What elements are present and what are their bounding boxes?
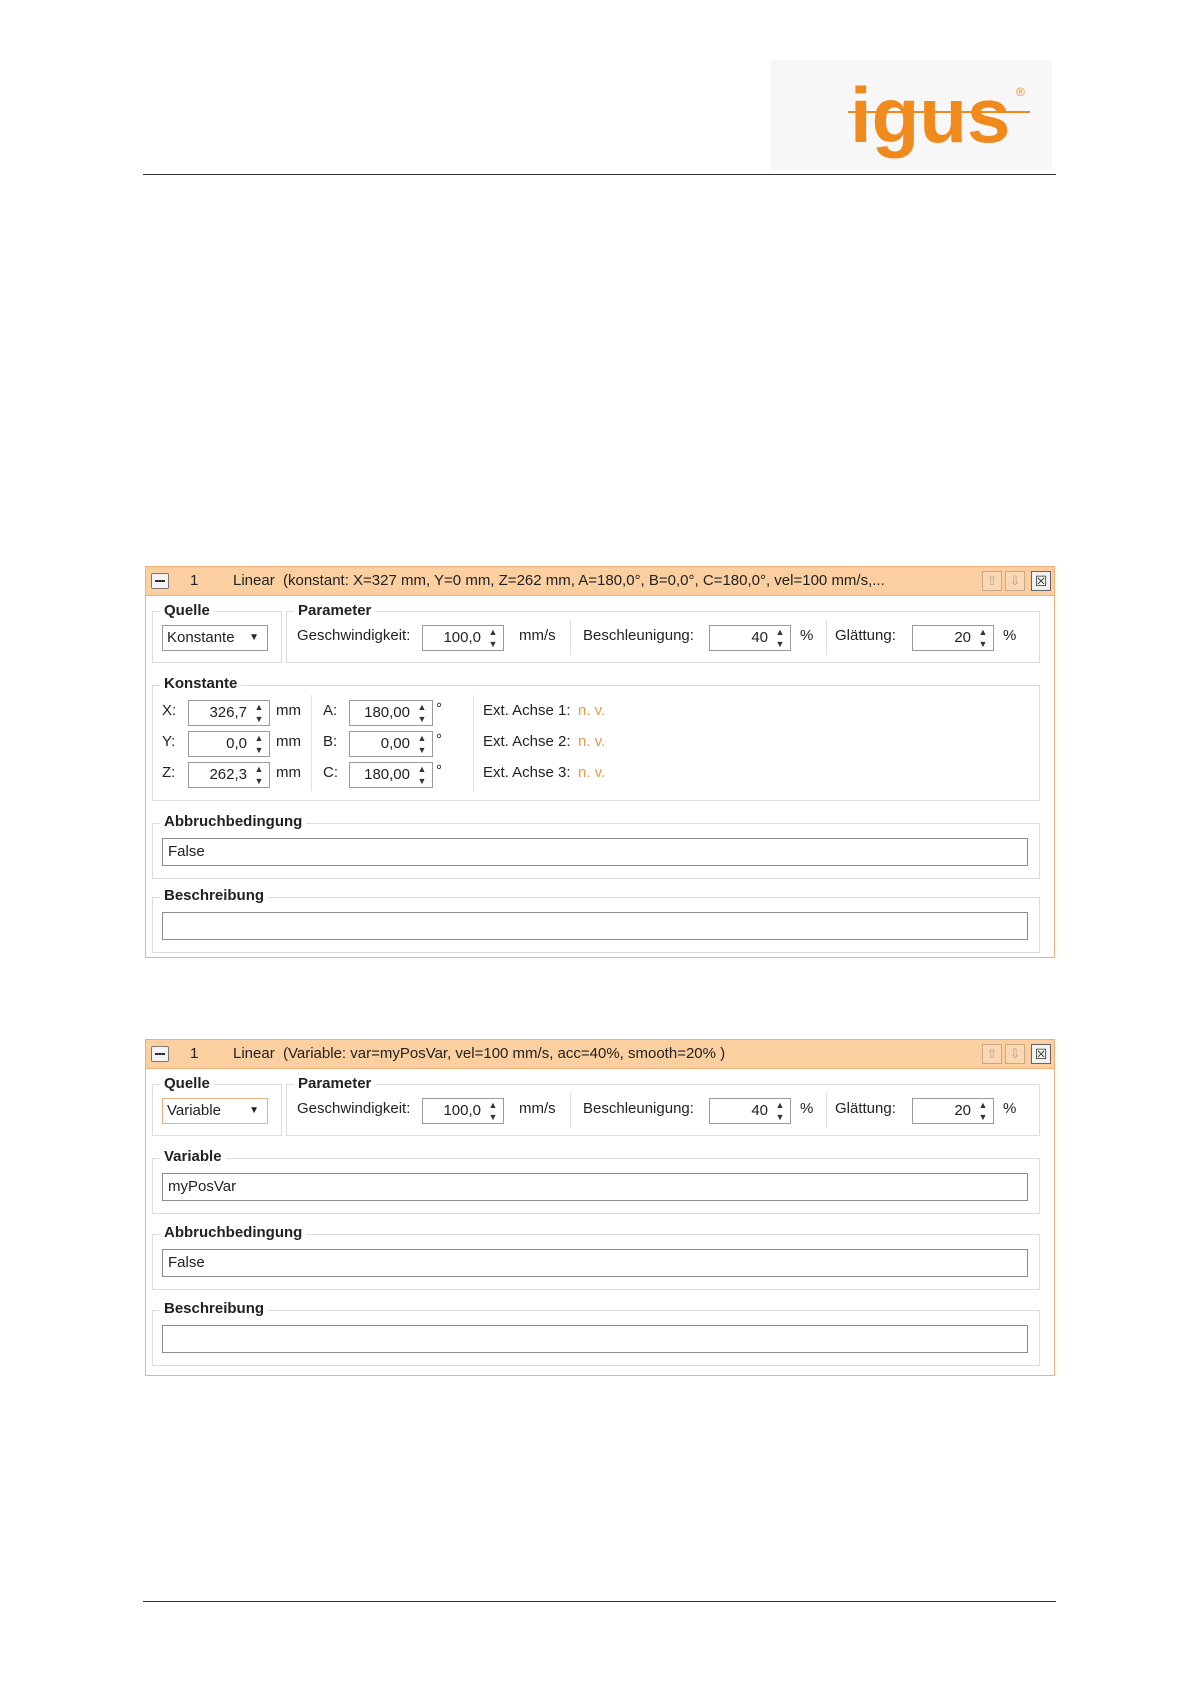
b-label: B:: [323, 733, 338, 750]
c-stepper[interactable]: 180,00 ▲ ▼: [349, 762, 433, 788]
description-label: Beschreibung: [160, 887, 268, 905]
svg-text:igus: igus: [850, 71, 1011, 159]
speed-label: Geschwindigkeit:: [297, 627, 411, 644]
spin-arrows-icon[interactable]: ▲ ▼: [254, 764, 264, 786]
x-unit: mm: [276, 702, 301, 719]
abort-condition-input[interactable]: False: [162, 1249, 1028, 1277]
igus-logo-mark: [770, 60, 1052, 170]
accel-label: Beschleunigung:: [583, 627, 694, 644]
accel-unit: %: [800, 1100, 814, 1117]
ext-axis-1-label: Ext. Achse 1:: [483, 702, 571, 719]
description-label: Beschreibung: [160, 1300, 268, 1318]
accel-stepper[interactable]: 40 ▲ ▼: [709, 625, 791, 651]
chevron-down-icon: ▼: [249, 1105, 259, 1116]
variable-input[interactable]: myPosVar: [162, 1173, 1028, 1201]
accel-unit: %: [800, 627, 814, 644]
spin-arrows-icon[interactable]: ▲ ▼: [775, 627, 785, 649]
accel-stepper[interactable]: 40 ▲ ▼: [709, 1098, 791, 1124]
source-label: Quelle: [160, 602, 214, 620]
spin-arrows-icon[interactable]: ▲ ▼: [488, 627, 498, 649]
y-unit: mm: [276, 733, 301, 750]
panel-header: [146, 567, 1054, 596]
source-label: Quelle: [160, 1075, 214, 1093]
spin-arrows-icon[interactable]: ▲ ▼: [417, 702, 427, 724]
spin-arrows-icon[interactable]: ▲ ▼: [254, 733, 264, 755]
abort-condition-input[interactable]: False: [162, 838, 1028, 866]
smooth-label: Glättung:: [835, 627, 896, 644]
z-label: Z:: [162, 764, 176, 781]
spin-arrows-icon[interactable]: ▲ ▼: [417, 733, 427, 755]
linear-panel-variable: [145, 1039, 1055, 1376]
speed-stepper[interactable]: 100,0 ▲ ▼: [422, 625, 504, 651]
description-input[interactable]: [162, 1325, 1028, 1353]
divider: [570, 619, 571, 655]
spin-arrows-icon[interactable]: ▲ ▼: [978, 1100, 988, 1122]
y-label: Y:: [162, 733, 176, 750]
description-input[interactable]: [162, 912, 1028, 940]
source-select[interactable]: Variable ▼: [162, 1098, 268, 1124]
delete-icon[interactable]: ☒: [1031, 1044, 1051, 1064]
a-unit: °: [436, 700, 442, 717]
speed-stepper[interactable]: 100,0 ▲ ▼: [422, 1098, 504, 1124]
a-label: A:: [323, 702, 338, 719]
speed-label: Geschwindigkeit:: [297, 1100, 411, 1117]
x-label: X:: [162, 702, 177, 719]
speed-unit: mm/s: [519, 627, 556, 644]
smooth-stepper[interactable]: 20 ▲ ▼: [912, 1098, 994, 1124]
move-down-icon[interactable]: ⇩: [1005, 571, 1025, 591]
parameter-label: Parameter: [294, 602, 375, 620]
command-number: 1: [190, 572, 199, 589]
parameter-label: Parameter: [294, 1075, 375, 1093]
c-label: C:: [323, 764, 338, 781]
source-select[interactable]: Konstante ▼: [162, 625, 268, 651]
divider: [473, 695, 474, 791]
b-unit: °: [436, 731, 442, 748]
command-summary: (konstant: X=327 mm, Y=0 mm, Z=262 mm, A=180,0°, B=0,0°, C=180,0°, vel=100 mm/s,...: [283, 572, 885, 589]
move-down-icon[interactable]: ⇩: [1005, 1044, 1025, 1064]
ext-axis-3-value: n. v.: [578, 764, 606, 781]
move-up-icon[interactable]: ⇧: [982, 571, 1002, 591]
command-number: 1: [190, 1045, 199, 1062]
z-stepper[interactable]: 262,3 ▲ ▼: [188, 762, 270, 788]
y-stepper[interactable]: 0,0 ▲ ▼: [188, 731, 270, 757]
spin-arrows-icon[interactable]: ▲ ▼: [417, 764, 427, 786]
collapse-icon[interactable]: [151, 1046, 169, 1062]
spin-arrows-icon[interactable]: ▲ ▼: [978, 627, 988, 649]
move-up-icon[interactable]: ⇧: [982, 1044, 1002, 1064]
divider: [826, 1092, 827, 1128]
ext-axis-1-value: n. v.: [578, 702, 606, 719]
header-rule: [143, 174, 1056, 175]
divider: [311, 695, 312, 791]
chevron-down-icon: ▼: [249, 632, 259, 643]
command-type: Linear: [233, 1045, 275, 1062]
abort-label: Abbruchbedingung: [160, 813, 306, 831]
footer-rule: [143, 1601, 1056, 1602]
z-unit: mm: [276, 764, 301, 781]
a-stepper[interactable]: 180,00 ▲ ▼: [349, 700, 433, 726]
divider: [826, 619, 827, 655]
accel-label: Beschleunigung:: [583, 1100, 694, 1117]
abort-label: Abbruchbedingung: [160, 1224, 306, 1242]
divider: [570, 1092, 571, 1128]
spin-arrows-icon[interactable]: ▲ ▼: [775, 1100, 785, 1122]
delete-icon[interactable]: ☒: [1031, 571, 1051, 591]
c-unit: °: [436, 762, 442, 779]
x-stepper[interactable]: 326,7 ▲ ▼: [188, 700, 270, 726]
linear-panel-konstante: [145, 566, 1055, 958]
spin-arrows-icon[interactable]: ▲ ▼: [254, 702, 264, 724]
smooth-unit: %: [1003, 627, 1017, 644]
smooth-unit: %: [1003, 1100, 1017, 1117]
svg-text:®: ®: [1016, 85, 1025, 99]
ext-axis-3-label: Ext. Achse 3:: [483, 764, 571, 781]
ext-axis-2-label: Ext. Achse 2:: [483, 733, 571, 750]
spin-arrows-icon[interactable]: ▲ ▼: [488, 1100, 498, 1122]
command-summary: (Variable: var=myPosVar, vel=100 mm/s, acc=40%, smooth=20% ): [283, 1045, 726, 1062]
konstante-label: Konstante: [160, 675, 241, 693]
igus-logo: [770, 60, 1052, 170]
command-type: Linear: [233, 572, 275, 589]
speed-unit: mm/s: [519, 1100, 556, 1117]
panel-header: [146, 1040, 1054, 1069]
collapse-icon[interactable]: [151, 573, 169, 589]
smooth-label: Glättung:: [835, 1100, 896, 1117]
b-stepper[interactable]: 0,00 ▲ ▼: [349, 731, 433, 757]
ext-axis-2-value: n. v.: [578, 733, 606, 750]
variable-label: Variable: [160, 1148, 226, 1166]
smooth-stepper[interactable]: 20 ▲ ▼: [912, 625, 994, 651]
